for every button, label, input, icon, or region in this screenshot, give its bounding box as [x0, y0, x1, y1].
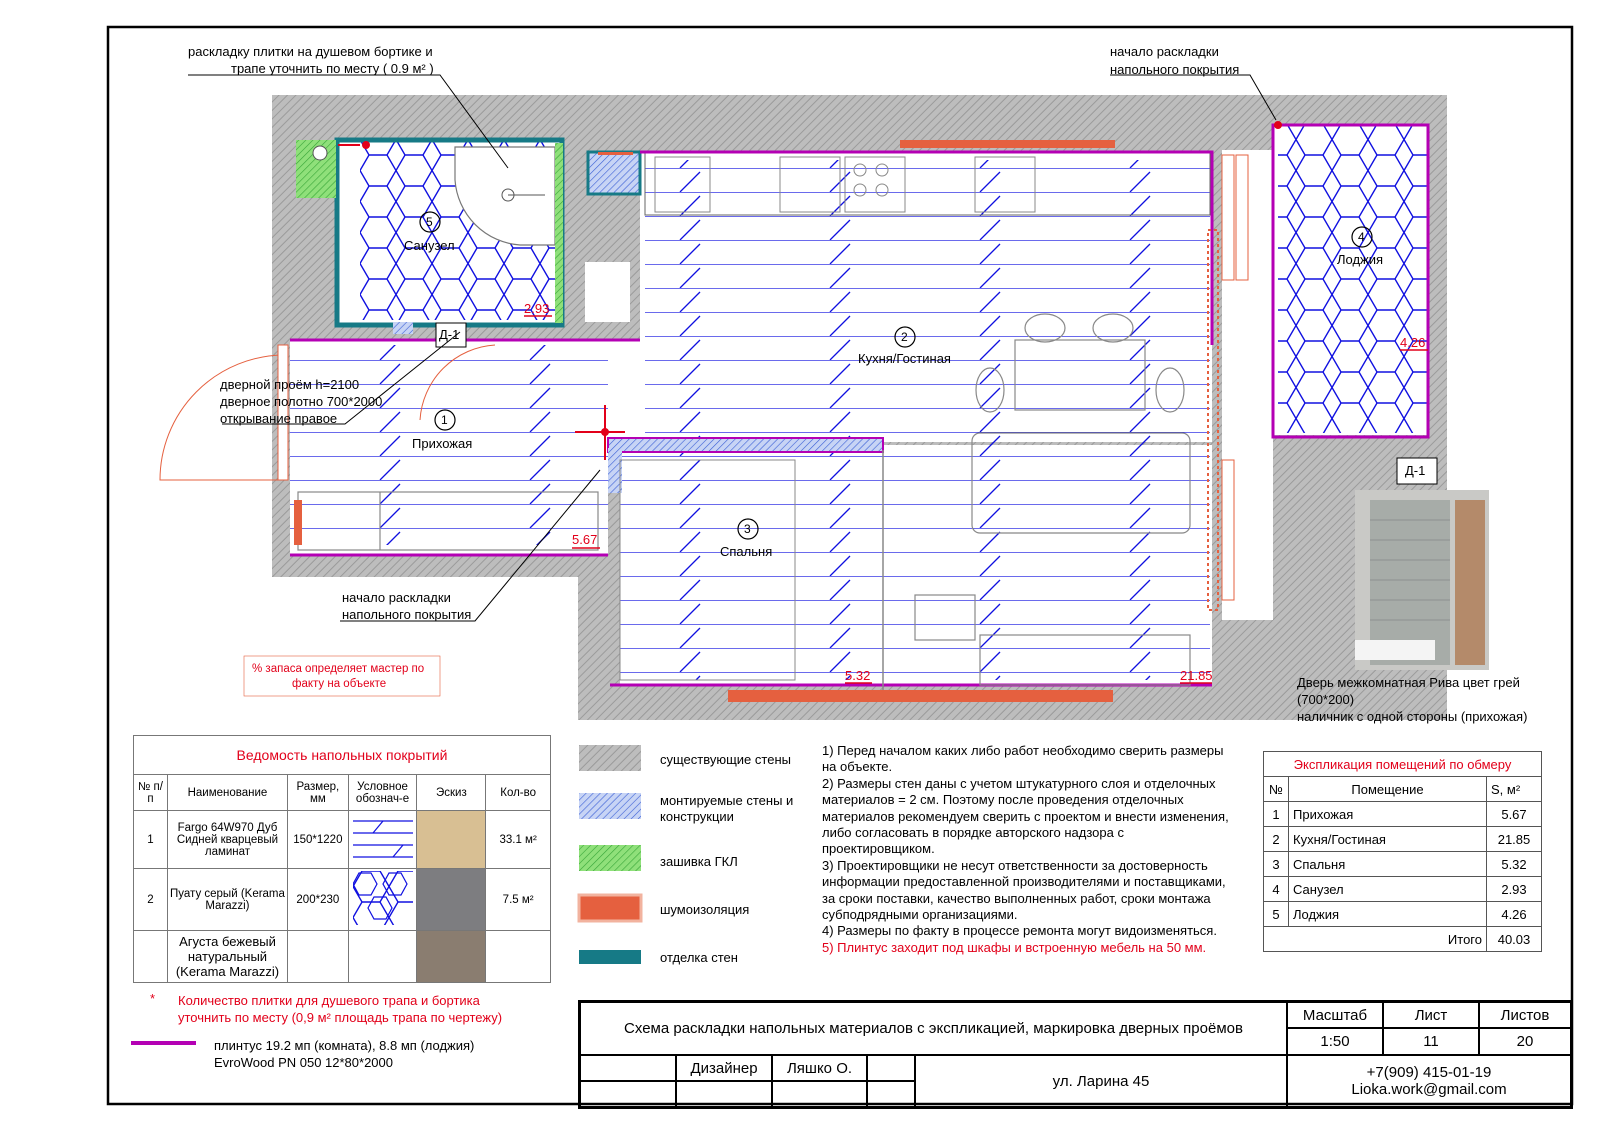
- floor-th-qty: Кол-во: [486, 775, 551, 811]
- hex-symbol: [353, 871, 413, 925]
- floor-row1-size: 150*1220: [288, 811, 349, 869]
- note-line: 2) Размеры стен даны с учетом штукатурного слоя и отделочных: [822, 775, 1216, 791]
- floor-row3-num: [134, 931, 168, 983]
- expl-row-num: 2: [1264, 827, 1289, 852]
- stamp-empty-2: [580, 1081, 676, 1107]
- floor-row3-size: [288, 931, 349, 983]
- legend-swatch-existing: [579, 745, 641, 771]
- floor-row1-symbol: [348, 811, 417, 869]
- expl-th-room: Помещение: [1289, 777, 1487, 802]
- kitchen-box: [588, 152, 640, 194]
- note-line: за сроки поставки, качество выполненных работ, сроки монтажа: [822, 890, 1211, 906]
- expl-row-name: Санузел: [1289, 877, 1487, 902]
- floor-row2-size: 200*230: [288, 869, 349, 931]
- floor-th-symbol: Условное обознач-е: [348, 775, 417, 811]
- door-info-tag: Д-1: [1405, 463, 1426, 478]
- expl-row-name: Спальня: [1289, 852, 1487, 877]
- note-line: субподрядными организациями.: [822, 907, 1018, 923]
- expl-row-num: 1: [1264, 802, 1289, 827]
- stamp-designer: Ляшко О.: [772, 1055, 867, 1081]
- door-info-line3: наличник с одной стороны (прихожая): [1297, 709, 1528, 724]
- legend-soundproofing: шумоизоляция: [660, 902, 750, 917]
- stamp-contacts: [1287, 1055, 1571, 1107]
- expl-title: Экспликация помещений по обмеру: [1264, 752, 1542, 777]
- legend-swatch-new: [579, 793, 641, 819]
- stamp-designer-label: Дизайнер: [676, 1055, 772, 1081]
- stamp-empty-3: [676, 1081, 772, 1107]
- expl-row-name: Кухня/Гостиная: [1289, 827, 1487, 852]
- beige-tile-sketch: [417, 931, 486, 983]
- expl-row-num: 4: [1264, 877, 1289, 902]
- footnote-plinth-line1: плинтус 19.2 мп (комната), 8.8 мп (лоджия): [214, 1038, 475, 1053]
- legend-swatch-gkl: [579, 845, 641, 871]
- soundproof-top: [900, 140, 1115, 148]
- floor-table-title: Ведомость напольных покрытий: [134, 736, 551, 775]
- expl-row-name: Лоджия: [1289, 902, 1487, 927]
- stamp-sheet-label: Лист: [1383, 1002, 1479, 1028]
- bedroom-partition: [608, 438, 883, 452]
- door-photo: [1355, 490, 1489, 670]
- floor-th-num: № п/п: [134, 775, 168, 811]
- floor-row1-num: 1: [134, 811, 168, 869]
- room-1-area: 5.67: [572, 532, 598, 547]
- expl-row-area: 5.67: [1487, 802, 1542, 827]
- room-2-number: 2: [901, 330, 908, 344]
- legend-new-walls: монтируемые стены и конструкции: [660, 793, 794, 824]
- floor-row3-name: Агуста бежевый натуральный (Kerama Marazzi): [167, 931, 287, 983]
- legend-existing-walls: существующие стены: [660, 752, 791, 767]
- room-1-name: Прихожая: [412, 436, 473, 451]
- footnote-plinth-line2: EvroWood PN 050 12*80*2000: [214, 1055, 393, 1070]
- stamp-empty-1: [580, 1055, 676, 1081]
- hex-tile-sketch: [417, 869, 486, 931]
- expl-row-name: Прихожая: [1289, 802, 1487, 827]
- callout-start-bottom-line2: напольного покрытия: [342, 607, 472, 622]
- floor-row2-num: 2: [134, 869, 168, 931]
- room-3-area: 5.32: [845, 668, 871, 683]
- legend-wall-finish: отделка стен: [660, 950, 738, 965]
- floor-row1-qty: 33.1 м²: [486, 811, 551, 869]
- room-2-name: Кухня/Гостиная: [858, 351, 951, 366]
- room-5-area: 2.93: [524, 301, 550, 316]
- stamp-empty-6: [867, 1081, 915, 1107]
- legend-swatch-sound: [579, 895, 641, 921]
- stamp-phone: +7(909) 415-01-19: [1366, 1064, 1492, 1081]
- door-info-line2: (700*200): [1297, 692, 1355, 707]
- note-line: 4) Размеры по факту в процессе ремонта могут видоизменяться.: [822, 923, 1217, 939]
- expl-th-num: №: [1264, 777, 1289, 802]
- callout-start-top-line1: начало раскладки: [1110, 44, 1219, 59]
- footnote-tile-line1: Количество плитки для душевого трапа и бортика: [178, 993, 480, 1008]
- expl-total-value: 40.03: [1487, 927, 1542, 952]
- legend-swatch-finish: [579, 950, 641, 964]
- expl-row-area: 4.26: [1487, 902, 1542, 927]
- room-explication-table: [1263, 751, 1542, 952]
- floor-row2-name: Пуату серый (Kerama Marazzi): [167, 869, 287, 931]
- note-line: либо согласовать в порядке авторского надзора с: [822, 825, 1124, 841]
- reserve-note-line2: факту на объекте: [292, 678, 387, 690]
- floor-row2-qty: 7.5 м²: [486, 869, 551, 931]
- callout-shower-line2: трапе уточнить по месту ( 0.9 м² ): [231, 61, 434, 76]
- expl-row-area: 5.32: [1487, 852, 1542, 877]
- room-5-name: Санузел: [404, 238, 455, 253]
- note-red: 5) Плинтус заходит под шкафы и встроенную мебель на 50 мм.: [822, 939, 1207, 955]
- reserve-note-line1: % запаса определяет мастер по: [252, 663, 425, 675]
- floor-coverings-table: [133, 735, 551, 983]
- stamp-address: ул. Ларина 45: [915, 1055, 1287, 1107]
- title-block: [578, 1000, 1573, 1109]
- room-3-name: Спальня: [720, 544, 773, 559]
- gkl-bathroom: [555, 143, 563, 323]
- floor-th-sketch: Эскиз: [417, 775, 486, 811]
- callout-door-line2: дверное полотно 700*2000: [220, 394, 383, 409]
- stamp-sheet: 11: [1383, 1028, 1479, 1055]
- stamp-sheets: 20: [1479, 1028, 1571, 1055]
- room-1-number: 1: [441, 413, 448, 427]
- room-3-number: 3: [744, 522, 751, 536]
- floor-th-size: Размер, мм: [288, 775, 349, 811]
- footnote-star: *: [150, 991, 156, 1006]
- callout-door-line3: открывание правое: [220, 411, 338, 426]
- room-2-area: 21.85: [1180, 668, 1213, 683]
- callout-door-line1: дверной проём h=2100: [220, 377, 360, 392]
- note-line: материалов рекомендуем сверить с проектом и внести изменения,: [822, 808, 1229, 824]
- stamp-sheets-label: Листов: [1479, 1002, 1571, 1028]
- note-line: 3) Проектировщики не несут ответственности за достоверность: [822, 857, 1208, 873]
- expl-row-num: 5: [1264, 902, 1289, 927]
- stamp-scale-label: Масштаб: [1287, 1002, 1383, 1028]
- callout-start-top-line2: напольного покрытия: [1110, 62, 1240, 77]
- room-5-number: 5: [426, 215, 433, 229]
- stamp-empty-4: [772, 1081, 867, 1107]
- expl-row-area: 21.85: [1487, 827, 1542, 852]
- floor-row2-symbol: [348, 869, 417, 931]
- door-tag-plan: Д-1: [439, 327, 460, 342]
- room-4-area: 4.26: [1400, 335, 1426, 350]
- laminate-symbol: [353, 813, 413, 863]
- door-info-line1: Дверь межкомнатная Рива цвет грей: [1297, 675, 1520, 690]
- soundproof-bottom: [728, 690, 1113, 702]
- stamp-email: Lioka.work@gmail.com: [1351, 1081, 1507, 1098]
- floor-th-name: Наименование: [167, 775, 287, 811]
- note-line: на объекте.: [822, 759, 893, 775]
- stamp-title: Схема раскладки напольных материалов с экспликацией, маркировка дверных проёмов: [580, 1002, 1287, 1055]
- floor-row3-qty: [486, 931, 551, 983]
- note-line: материалов = 2 см. Поэтому после проведения отделочных: [822, 792, 1184, 808]
- note-line: проектировщиком.: [822, 841, 935, 857]
- expl-total-label: Итого: [1264, 927, 1487, 952]
- callout-start-bottom-line1: начало раскладки: [342, 590, 451, 605]
- floor-row1-name: Fargo 64W970 Дуб Сидней кварцевый ламинат: [167, 811, 287, 869]
- room-4-name: Лоджия: [1337, 252, 1384, 267]
- legend-gkl: зашивка ГКЛ: [660, 854, 738, 869]
- note-line: информации предоставленной производителями и поставщиками,: [822, 874, 1226, 890]
- note-line: 1) Перед началом каких либо работ необходимо сверить размеры: [822, 743, 1224, 758]
- callout-shower-line1: раскладку плитки на душевом бортике и: [188, 44, 433, 59]
- expl-row-area: 2.93: [1487, 877, 1542, 902]
- stamp-scale: 1:50: [1287, 1028, 1383, 1055]
- room-4-number: 4: [1358, 230, 1365, 244]
- stamp-empty-5: [867, 1055, 915, 1081]
- expl-row-num: 3: [1264, 852, 1289, 877]
- loggia-hex-tiles: [1278, 125, 1428, 433]
- floor-row3-symbol: [348, 931, 417, 983]
- general-notes: [822, 743, 1229, 956]
- expl-th-area: S, м²: [1487, 777, 1542, 802]
- footnote-tile-line2: уточнить по месту (0,9 м² площадь трапа по чертежу): [178, 1010, 503, 1025]
- laminate-sketch: [417, 811, 486, 869]
